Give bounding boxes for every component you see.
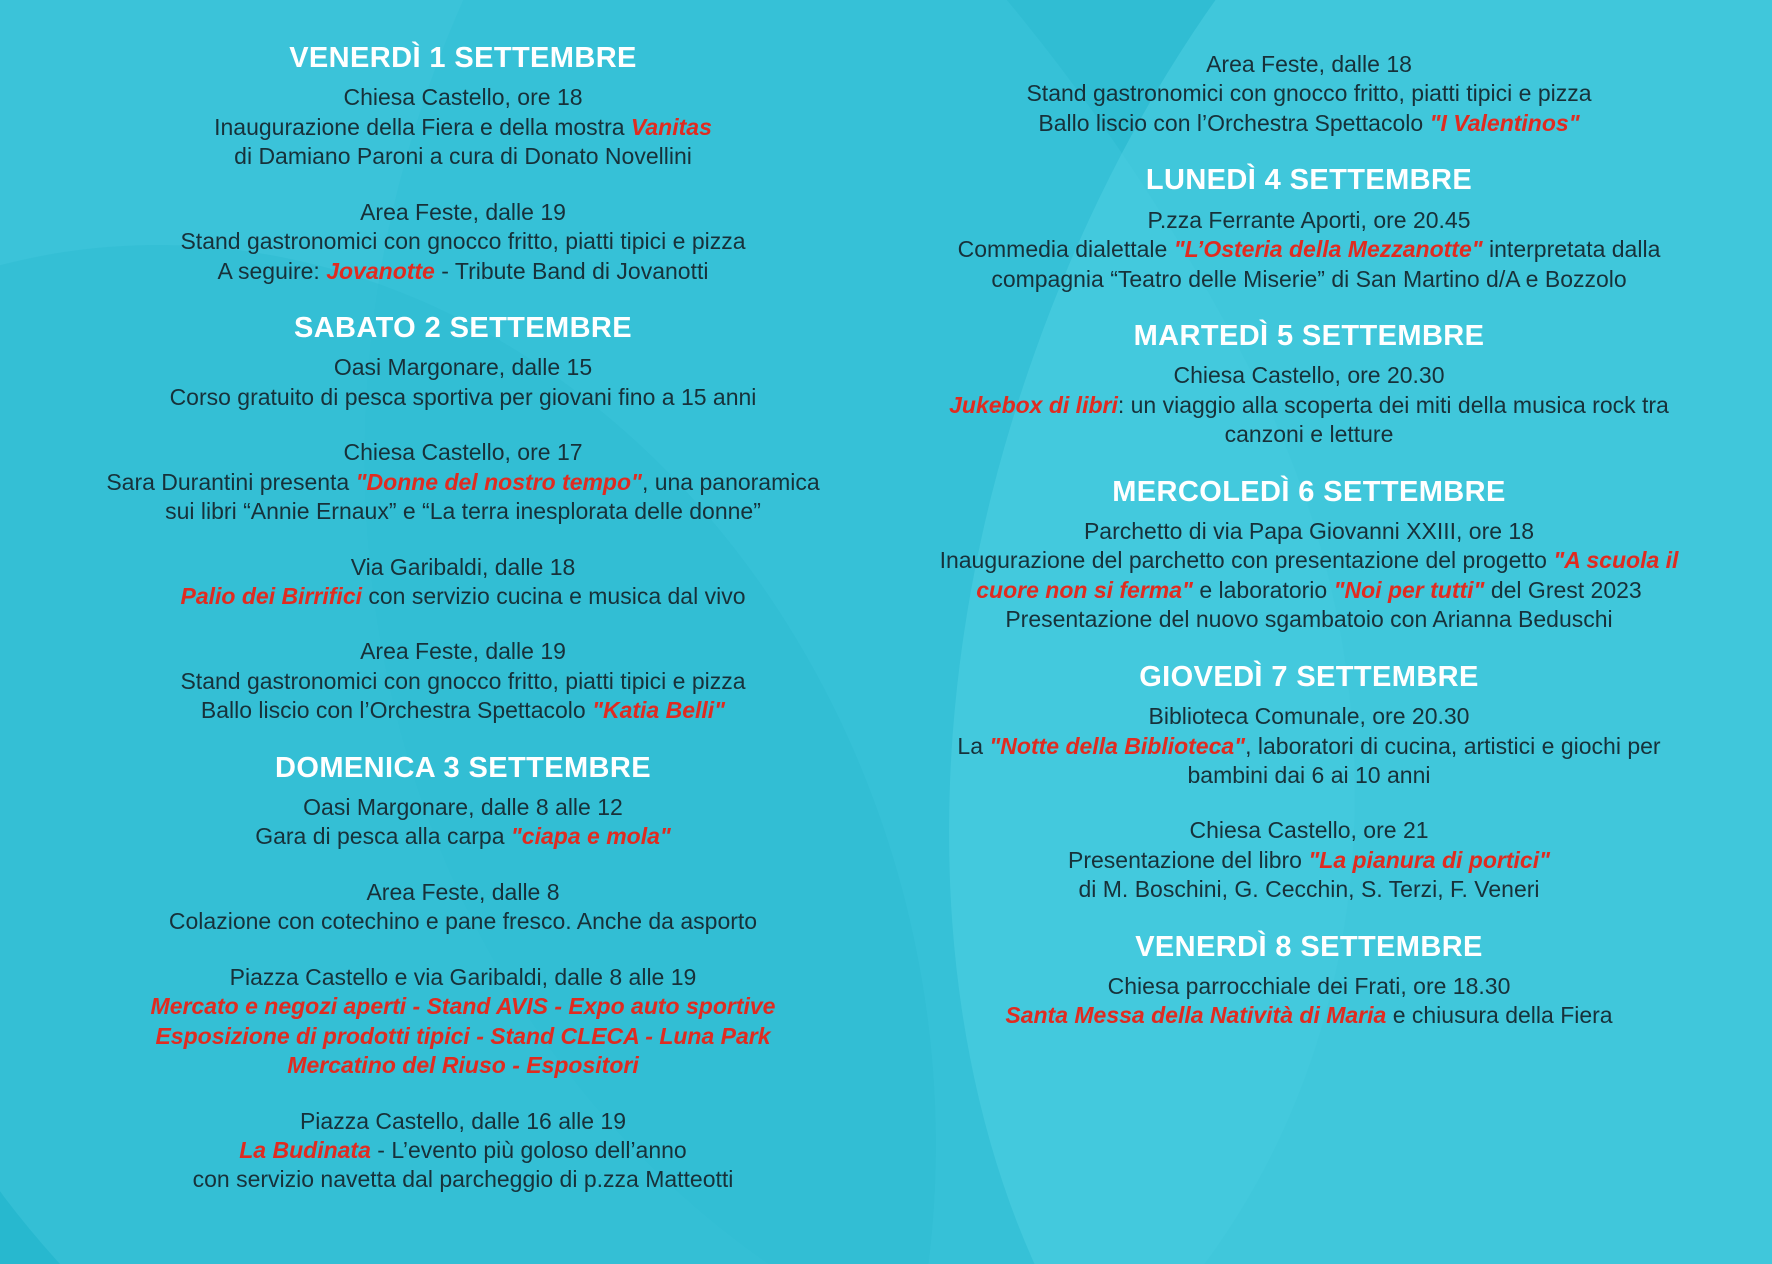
line-text: P.zza Ferrante Aporti, ore 20.45 xyxy=(1147,206,1471,233)
highlight-text: "Donne del nostro tempo" xyxy=(355,468,642,495)
highlight-text: "ciapa e mola" xyxy=(510,823,671,850)
line-text: Ballo liscio con l’Orchestra Spettacolo xyxy=(1038,109,1430,136)
day-heading: LUNEDÌ 4 SETTEMBRE xyxy=(1145,164,1473,197)
line-text: Commedia dialettale xyxy=(957,236,1174,263)
event-line xyxy=(926,816,1692,845)
line-text: interpretata dalla xyxy=(1482,236,1661,263)
event-line xyxy=(926,265,1692,294)
line-text: Parchetto di via Papa Giovanni XXIII, ore 18 xyxy=(1083,517,1535,544)
line-text: Stand gastronomici con gnocco fritto, piatti tipici e pizza xyxy=(1026,80,1592,107)
highlight-text: cuore non si ferma" xyxy=(976,576,1193,603)
event-block xyxy=(80,1107,846,1195)
event-line xyxy=(80,468,846,497)
event-line xyxy=(926,846,1692,875)
day-heading: SABATO 2 SETTEMBRE xyxy=(293,311,633,344)
line-text: A seguire: xyxy=(217,257,327,284)
left-program-column xyxy=(40,30,886,1244)
highlight-text: "Katia Belli" xyxy=(592,697,726,724)
line-text: Ballo liscio con l’Orchestra Spettacolo xyxy=(200,697,593,724)
event-line xyxy=(80,198,846,227)
line-text: Area Feste, dalle 19 xyxy=(360,638,566,665)
day-heading: VENERDÌ 1 SETTEMBRE xyxy=(289,42,637,74)
event-block xyxy=(926,206,1692,294)
event-block xyxy=(926,702,1692,790)
line-text: Piazza Castello e via Garibaldi, dalle 8 alle 19 xyxy=(229,963,697,990)
event-line xyxy=(80,992,846,1021)
highlight-text: Mercatino del Riuso - Espositori xyxy=(287,1052,639,1079)
event-line xyxy=(926,361,1692,390)
event-line xyxy=(80,553,846,582)
event-line xyxy=(926,420,1692,449)
line-text: Oasi Margonare, dalle 15 xyxy=(333,354,593,381)
line-text: del Grest 2023 xyxy=(1484,576,1642,603)
event-line xyxy=(926,972,1692,1001)
event-line xyxy=(926,235,1692,264)
line-text: con servizio cucina e musica dal vivo xyxy=(362,582,746,609)
event-line xyxy=(80,383,846,412)
line-text: Oasi Margonare, dalle 8 alle 12 xyxy=(303,794,623,821)
line-text: - L’evento più goloso dell’anno xyxy=(370,1136,687,1163)
event-block xyxy=(926,361,1692,449)
event-line xyxy=(80,353,846,382)
event-block xyxy=(80,553,846,612)
event-line xyxy=(80,227,846,256)
highlight-text: Esposizione di prodotti tipici - Stand CLECA - Luna Park xyxy=(155,1022,771,1049)
event-line xyxy=(80,142,846,171)
event-line xyxy=(80,822,846,851)
event-line xyxy=(926,605,1692,634)
event-line xyxy=(926,517,1692,546)
line-text: Piazza Castello, dalle 16 alle 19 xyxy=(299,1107,627,1134)
event-block xyxy=(80,83,846,171)
event-line xyxy=(926,1001,1692,1030)
day-heading: VENERDÌ 8 SETTEMBRE xyxy=(1135,930,1483,963)
line-text: Area Feste, dalle 18 xyxy=(1206,51,1412,77)
line-text: Presentazione del libro xyxy=(1068,846,1309,873)
event-line xyxy=(80,963,846,992)
event-block xyxy=(926,972,1692,1031)
highlight-text: La Budinata xyxy=(239,1136,371,1163)
event-line xyxy=(80,667,846,696)
line-text: Via Garibaldi, dalle 18 xyxy=(350,553,576,580)
line-text: sui libri “Annie Ernaux” e “La terra inesplorata delle donne” xyxy=(165,498,761,525)
line-text: Gara di pesca alla carpa xyxy=(255,823,511,850)
line-text: - Tribute Band di Jovanotti xyxy=(434,257,709,284)
event-block xyxy=(80,878,846,937)
line-text: Stand gastronomici con gnocco fritto, piatti tipici e pizza xyxy=(180,228,746,255)
line-text: Chiesa Castello, ore 20.30 xyxy=(1173,362,1445,389)
highlight-text: Santa Messa della Natività di Maria xyxy=(1005,1002,1387,1029)
event-line xyxy=(926,391,1692,420)
event-block xyxy=(80,793,846,852)
highlight-text: "A scuola il xyxy=(1553,547,1679,574)
line-text: e laboratorio xyxy=(1192,576,1334,603)
event-line xyxy=(926,702,1692,731)
highlight-text: Jovanotte xyxy=(326,257,435,284)
event-line xyxy=(926,109,1692,138)
event-line xyxy=(80,637,846,666)
highlight-text: "L’Osteria della Mezzanotte" xyxy=(1173,236,1483,263)
event-line xyxy=(926,732,1692,761)
line-text: , laboratori di cucina, artistici e giochi per xyxy=(1245,732,1661,759)
line-text: bambini dai 6 ai 10 anni xyxy=(1187,761,1431,788)
line-text: e chiusura della Fiera xyxy=(1386,1002,1613,1029)
line-text: Inaugurazione della Fiera e della mostra xyxy=(214,113,631,140)
line-text: Colazione con cotechino e pane fresco. Anche da asporto xyxy=(168,908,758,935)
event-line xyxy=(926,875,1692,904)
line-text: Inaugurazione del parchetto con presentazione del progetto xyxy=(939,547,1554,574)
line-text: La xyxy=(957,732,990,759)
highlight-text: Vanitas xyxy=(630,113,712,140)
event-line xyxy=(80,582,846,611)
day-heading: GIOVEDÌ 7 SETTEMBRE xyxy=(1139,660,1479,693)
event-line xyxy=(926,576,1692,605)
event-block xyxy=(926,50,1692,138)
event-block xyxy=(80,637,846,725)
line-text: Area Feste, dalle 8 xyxy=(366,878,560,905)
line-text: Biblioteca Comunale, ore 20.30 xyxy=(1148,703,1470,730)
event-line xyxy=(80,497,846,526)
line-text: Chiesa Castello, ore 17 xyxy=(343,439,583,466)
highlight-text: "Noi per tutti" xyxy=(1333,576,1485,603)
highlight-text: "I Valentinos" xyxy=(1429,109,1580,136)
highlight-text: Palio dei Birrifici xyxy=(180,582,362,609)
event-line xyxy=(926,79,1692,108)
line-text: compagnia “Teatro delle Miserie” di San Martino d/A e Bozzolo xyxy=(991,265,1627,292)
line-text: Presentazione del nuovo sgambatoio con Arianna Beduschi xyxy=(1005,606,1613,633)
line-text: Area Feste, dalle 19 xyxy=(360,198,566,225)
right-program-column xyxy=(886,30,1732,1244)
event-line xyxy=(80,1107,846,1136)
highlight-text: "La pianura di portici" xyxy=(1308,846,1550,873)
event-line xyxy=(80,1165,846,1194)
event-line xyxy=(926,206,1692,235)
event-line xyxy=(80,83,846,112)
event-line xyxy=(926,761,1692,790)
event-line xyxy=(80,257,846,286)
event-line xyxy=(80,1051,846,1080)
line-text: Chiesa Castello, ore 18 xyxy=(343,84,583,111)
event-line xyxy=(80,1022,846,1051)
line-text: di Damiano Paroni a cura di Donato Novellini xyxy=(234,143,692,170)
line-text: , una panoramica xyxy=(641,468,820,495)
event-block xyxy=(926,517,1692,635)
event-line xyxy=(926,546,1692,575)
day-heading: DOMENICA 3 SETTEMBRE xyxy=(275,751,651,784)
line-text: Chiesa Castello, ore 21 xyxy=(1189,817,1429,844)
event-block xyxy=(80,198,846,286)
event-line xyxy=(80,793,846,822)
event-block xyxy=(80,353,846,412)
event-line xyxy=(80,113,846,142)
event-line xyxy=(80,878,846,907)
event-block xyxy=(80,438,846,526)
event-line xyxy=(80,907,846,936)
event-line xyxy=(80,438,846,467)
line-text: con servizio navetta dal parcheggio di p.zza Matteotti xyxy=(192,1166,734,1193)
day-heading: MARTEDÌ 5 SETTEMBRE xyxy=(1133,319,1485,352)
highlight-text: Mercato e negozi aperti - Stand AVIS - Expo auto sportive xyxy=(150,993,776,1020)
line-text: Sara Durantini presenta xyxy=(106,468,356,495)
line-text: Stand gastronomici con gnocco fritto, piatti tipici e pizza xyxy=(180,667,746,694)
line-text: Corso gratuito di pesca sportiva per giovani fino a 15 anni xyxy=(169,383,757,410)
day-heading: MERCOLEDÌ 6 SETTEMBRE xyxy=(1112,475,1506,508)
highlight-text: Jukebox di libri xyxy=(949,391,1118,418)
event-block xyxy=(80,963,846,1081)
line-text: : un viaggio alla scoperta dei miti della musica rock tra xyxy=(1117,391,1669,418)
highlight-text: "Notte della Biblioteca" xyxy=(989,732,1246,759)
line-text: canzoni e letture xyxy=(1224,421,1394,448)
line-text: di M. Boschini, G. Cecchin, S. Terzi, F. Veneri xyxy=(1078,876,1540,903)
line-text: Chiesa parrocchiale dei Frati, ore 18.30 xyxy=(1107,973,1511,1000)
event-block xyxy=(926,816,1692,904)
event-line xyxy=(926,50,1692,79)
event-line xyxy=(80,696,846,725)
event-line xyxy=(80,1136,846,1165)
